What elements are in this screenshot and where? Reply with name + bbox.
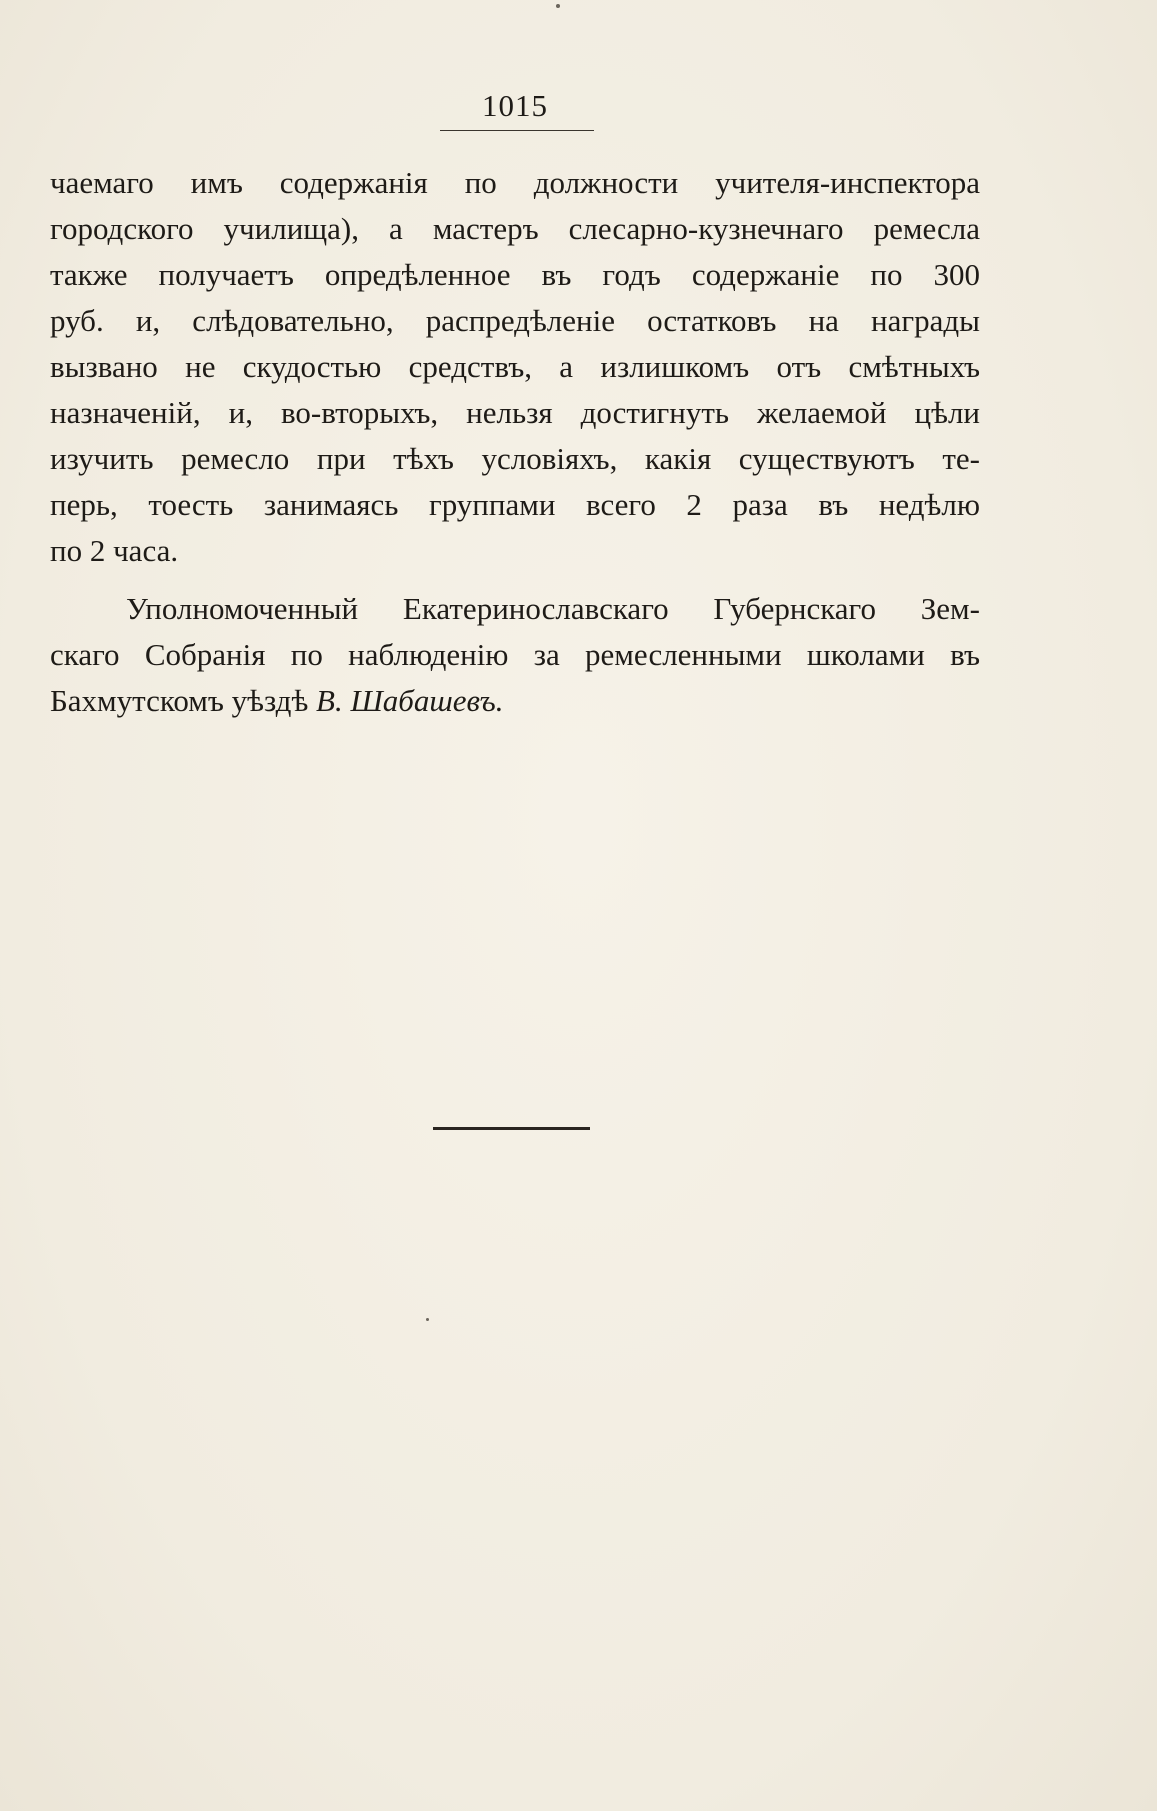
text-line: городского училища), а мастеръ слесарно-кузнечнаго ремесла [50,211,980,246]
page-number: 1015 [482,88,548,123]
signature-location: Бахмутскомъ уѣздѣ [50,683,317,718]
text-line: по 2 часа. [50,533,179,568]
paper-speck [556,4,560,8]
page-number-rule [440,130,594,131]
text-line: изучить ремесло при тѣхъ условіяхъ, какія существуютъ те- [50,441,980,476]
text-line: назначеній, и, во-вторыхъ, нельзя достигнуть желаемой цѣли [50,395,980,430]
signature-line: скаго Собранія по наблюденію за ремесленными школами въ [50,637,980,672]
text-line: перь, тоесть занимаясь группами всего 2 раза въ недѣлю [50,487,980,522]
paper-speck [426,1318,429,1321]
paragraph-gap [50,574,980,586]
text-line: чаемаго имъ содержанія по должности учителя-инспектора [50,165,980,200]
text-line: вызвано не скудостью средствъ, а излишкомъ отъ смѣтныхъ [50,349,980,384]
text-line: также получаетъ опредѣленное въ годъ содержаніе по 300 [50,257,980,292]
end-rule [433,1127,590,1130]
body-text [50,160,980,724]
signature-line: Уполномоченный Екатеринославскаго Губернскаго Зем- [126,591,980,626]
signature-name: В. Шабашевъ. [316,683,504,718]
text-line: руб. и, слѣдовательно, распредѣленіе остатковъ на награды [50,303,980,338]
signature-line [50,678,980,724]
